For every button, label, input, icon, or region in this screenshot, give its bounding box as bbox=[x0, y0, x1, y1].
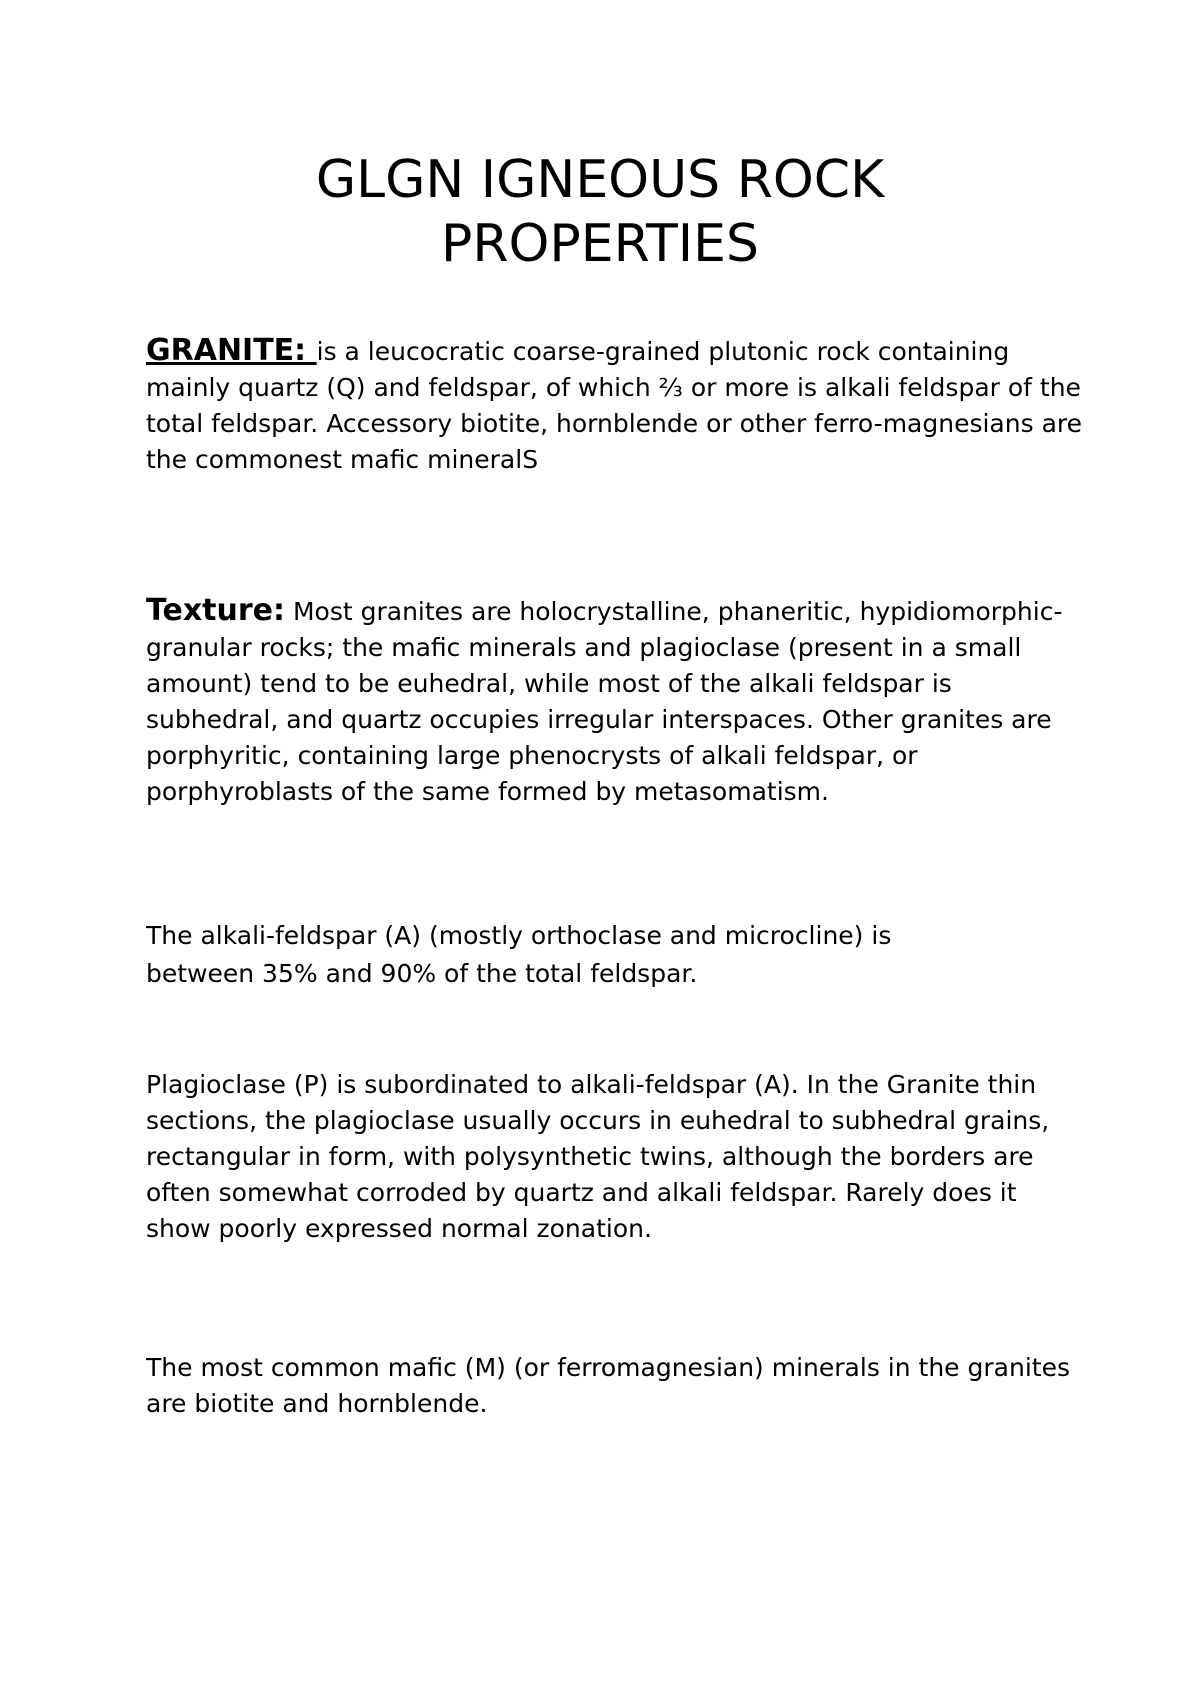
texture-heading: Texture: bbox=[146, 593, 286, 628]
page-title-line2: PROPERTIES bbox=[441, 214, 759, 274]
page-title bbox=[0, 148, 1200, 276]
granite-paragraph bbox=[146, 333, 1086, 478]
page-title-line1: GLGN IGNEOUS ROCK bbox=[315, 150, 885, 210]
texture-text: Most granites are holocrystalline, phaneritic, hypidiomorphic-granular rocks; the mafic minerals and plagioclase (present in a small amount) tend to be euhedral, while most of the alkali feldspar is subhedral, and quartz occupies irregular interspaces. Other granites are porphyritic, containing large phenocrysts of alkali feldspar, or porphyroblasts of the same formed by metasomatism. bbox=[146, 597, 1063, 806]
granite-heading: GRANITE: bbox=[146, 333, 317, 368]
texture-paragraph bbox=[146, 593, 1086, 810]
mafic-paragraph: The most common mafic (M) (or ferromagnesian) minerals in the granites are biotite and hornblende. bbox=[146, 1353, 1070, 1418]
alkali-feldspar-line2: between 35% and 90% of the total feldspar. bbox=[146, 959, 698, 988]
alkali-feldspar-line1: The alkali-feldspar (A) (mostly orthoclase and microcline) is bbox=[146, 921, 892, 950]
granite-text: is a leucocratic coarse-grained plutonic rock containing mainly quartz (Q) and feldspar, of which ⅔ or more is alkali feldspar of the total feldspar. Accessory biotite, hornblende or other ferro-magnesians are the commonest mafic mineralS bbox=[146, 337, 1082, 474]
alkali-feldspar-paragraph bbox=[146, 918, 1086, 992]
plagioclase-paragraph: Plagioclase (P) is subordinated to alkali-feldspar (A). In the Granite thin sections, the plagioclase usually occurs in euhedral to subhedral grains, rectangular in form, with polysynthetic twins, although the borders are often somewhat corroded by quartz and alkali feldspar. Rarely does it show poorly expressed normal zonation. bbox=[146, 1070, 1050, 1243]
